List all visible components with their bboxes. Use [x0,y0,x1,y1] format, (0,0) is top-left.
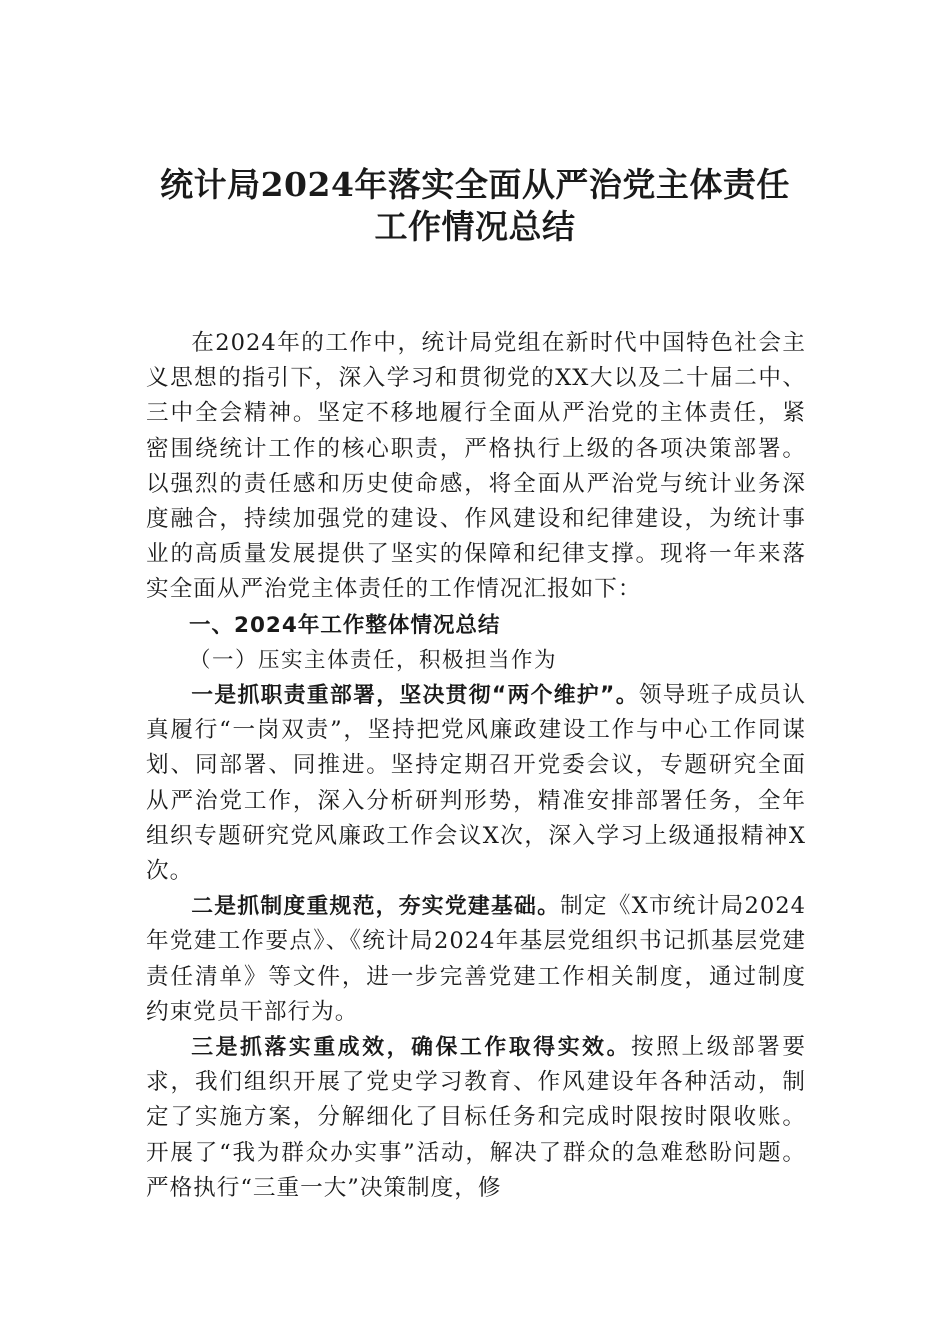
body-paragraph-1 [146,678,806,889]
paragraph-text: 领导班子成员认真履行“一岗双责”，坚持把党风廉政建设工作与中心工作同谋划、同部署、同推进。坚持定期召开党委会议，专题研究全面从严治党工作，深入分析研判形势，精准安排部署任务，全年组织专题研究党风廉政工作会议X次，深入学习上级通报精神X次。 [146,682,806,885]
paragraph-text: 制定《X市统计局2024年党建工作要点》、《统计局2024年基层党组织书记抓基层党建责任清单》等文件，进一步完善党建工作相关制度，通过制度约束党员干部行为。 [146,893,806,1025]
paragraph-lead: 一是抓职责重部署，坚决贯彻“两个维护”。 [191,683,639,709]
body-paragraph-3 [146,1030,806,1206]
paragraph-text: 按照上级部署要求，我们组织开展了党史学习教育、作风建设年各种活动，制定了实施方案，分解细化了目标任务和完成时限按时限收账。开展了“我为群众办实事”活动，解决了群众的急难愁盼问题。严格执行“三重一大”决策制度，修 [146,1034,806,1201]
body-paragraph-2 [146,889,806,1030]
document-body [146,326,806,1206]
document-title-line-2: 工作情况总结 [374,207,576,246]
paragraph-lead: 三是抓落实重成效，确保工作取得实效。 [191,1035,632,1061]
subsection-heading: （一）压实主体责任，积极担当作为 [189,647,558,673]
intro-paragraph: 在2024年的工作中，统计局党组在新时代中国特色社会主义思想的指引下，深入学习和贯彻党的XX大以及二十届二中、三中全会精神。坚定不移地履行全面从严治党的主体责任，紧密围绕统计工作的核心职责，严格执行上级的各项决策部署。以强烈的责任感和历史使命感，将全面从严治党与统计业务深度融合，持续加强党的建设、作风建设和纪律建设，为统计事业的高质量发展提供了坚实的保障和纪律支撑。现将一年来落实全面从严治党主体责任的工作情况汇报如下： [146,330,806,603]
paragraph-lead: 二是抓制度重规范，夯实党建基础。 [191,894,561,920]
document-title-line-1: 统计局2024年落实全面从严治党主体责任 [160,165,790,204]
section-heading: 一、2024年工作整体情况总结 [189,612,501,638]
